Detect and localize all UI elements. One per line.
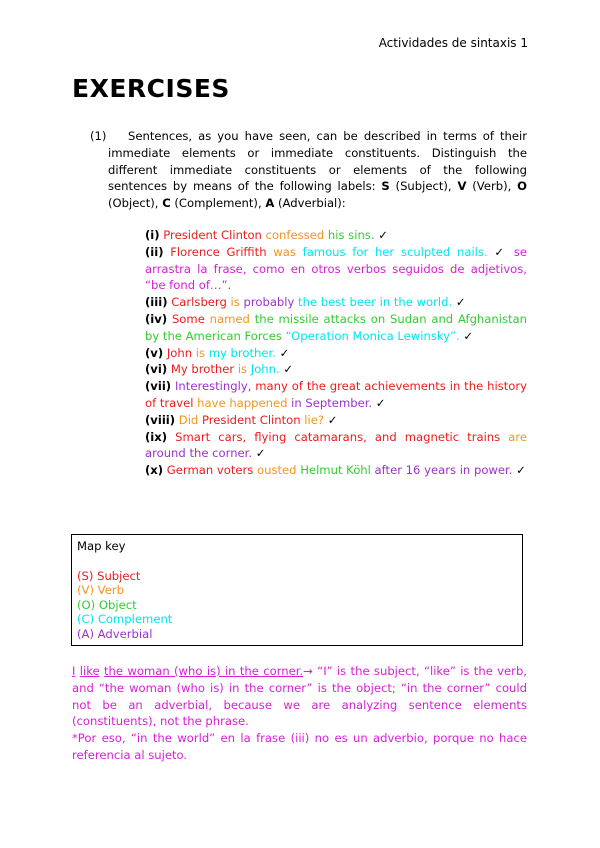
- sentence-adverbial: around the corner.: [145, 446, 253, 461]
- map-key-subject: (S) Subject: [77, 568, 141, 583]
- sentence-item: [145, 227, 527, 244]
- label-a-name: (Adverbial):: [274, 196, 346, 211]
- sentence-verb: is: [192, 345, 206, 360]
- sentence-item: [145, 345, 527, 362]
- sentence-verb: lie?: [300, 412, 325, 427]
- sentence-complement: my brother.: [205, 345, 276, 360]
- map-key-adverbial: (A) Adverbial: [77, 626, 153, 641]
- sentence-verb: confessed: [261, 228, 325, 242]
- sentence-subject: many of the great achievements in the history of travel: [145, 379, 527, 410]
- exercise-instructions: [90, 128, 527, 212]
- arrow-icon: →: [303, 664, 313, 678]
- example-verb: like: [79, 664, 100, 678]
- label-o-name: (Object),: [108, 196, 163, 211]
- label-v-name: (Verb),: [466, 179, 518, 194]
- sentence-subject: President Clinton: [198, 412, 301, 427]
- sentence-adverbial: in September.: [287, 395, 373, 410]
- check-icon: ✓: [279, 362, 294, 377]
- spanish-note: *Por eso, “in the world” en la frase (iii) no es un adverbio, porque no hace referencia al sujeto.: [72, 731, 527, 762]
- sentence-item: [145, 412, 527, 429]
- map-key-box: [71, 534, 523, 646]
- sentence-item: [145, 294, 527, 311]
- label-s-name: (Subject),: [389, 179, 458, 194]
- check-icon: ✓: [487, 244, 508, 259]
- sentence-item: [145, 361, 527, 378]
- explanation-note: [72, 663, 527, 764]
- sentence-adverbial: after 16 years in power.: [370, 463, 513, 478]
- sentence-subject: John: [163, 345, 193, 360]
- check-icon: ✓: [252, 446, 266, 461]
- label-v: V: [457, 179, 467, 194]
- map-key-entries: [77, 569, 517, 642]
- check-icon: ✓: [459, 328, 474, 343]
- page-title: EXERCISES: [72, 74, 230, 103]
- sentence-complement: the best beer in the world.: [294, 295, 453, 310]
- sentence-subject: German voters: [163, 463, 254, 478]
- sentence-subject: Some: [167, 311, 205, 326]
- sentence-number: (iii): [145, 295, 168, 310]
- label-s: S: [381, 179, 390, 194]
- sentence-number: (iv): [145, 311, 168, 326]
- check-icon: ✓: [374, 228, 388, 242]
- sentence-item: [145, 429, 527, 463]
- map-key-title: Map key: [77, 539, 126, 553]
- sentence-verb: have happened: [193, 395, 288, 410]
- check-icon: ✓: [372, 395, 386, 410]
- map-key-verb: (V) Verb: [77, 583, 124, 598]
- sentence-verb: are: [500, 429, 527, 444]
- example-object: the woman (who is) in the corner.: [104, 664, 304, 678]
- sentence-verb: named: [204, 311, 250, 326]
- sentence-object: the missile attacks on Sudan and Afghanistan: [249, 311, 527, 326]
- label-a: A: [265, 196, 275, 211]
- sentence-subject: Florence Griffith: [163, 244, 267, 259]
- sentence-subject: President Clinton: [159, 228, 262, 242]
- sentence-complement: “Operation Monica Lewinsky”.: [281, 328, 460, 343]
- sentence-item: [145, 244, 527, 294]
- sentence-note: se arrastra la frase, como en otros verbos seguidos de adjetivos, “be fond of…”.: [145, 244, 527, 293]
- sentence-number: (vii): [145, 379, 172, 394]
- explanation-paragraph: [72, 663, 527, 730]
- sentence-number: (viii): [145, 412, 176, 427]
- sentence-item: [145, 378, 527, 412]
- sentence-object: his sins.: [324, 228, 375, 242]
- sentence-subject: Smart cars, flying catamarans, and magnetic trains: [167, 429, 501, 444]
- map-key-complement: (C) Complement: [77, 612, 173, 627]
- check-icon: ✓: [452, 295, 466, 310]
- sentence-item: [145, 311, 527, 345]
- sentence-item: [145, 462, 527, 479]
- map-key-object: (O) Object: [77, 597, 137, 612]
- sentence-complement: famous for her sculpted nails.: [295, 244, 488, 259]
- sentence-number: (ix): [145, 429, 168, 444]
- sentence-number: (v): [145, 345, 164, 360]
- instructions-body: Sentences, as you have seen, can be described in terms of their immediate elements or immediate constituents. Distinguish the different immediate constituents or elements of the following sentences by means of the following labels:: [108, 129, 527, 194]
- label-c-name: (Complement),: [170, 196, 266, 211]
- sentence-number: (ii): [145, 244, 164, 259]
- sentence-object: by the American Forces: [145, 328, 282, 343]
- check-icon: ✓: [275, 345, 290, 360]
- sentence-number: (i): [145, 228, 160, 242]
- example-subject: I: [72, 664, 76, 678]
- check-icon: ✓: [512, 463, 526, 478]
- page-header: Actividades de sintaxis 1: [378, 36, 528, 50]
- label-c: C: [162, 196, 171, 211]
- sentence-number: (vi): [145, 362, 168, 377]
- sentence-verb: was: [266, 244, 296, 259]
- sentence-verb: is: [234, 362, 248, 377]
- instructions-text: [108, 128, 527, 212]
- exercise-number: (1): [90, 129, 107, 143]
- check-icon: ✓: [324, 412, 338, 427]
- sentence-adverbial: Interestingly,: [171, 379, 252, 394]
- sentence-complement: John.: [247, 362, 280, 377]
- sentence-subject: Carlsberg: [167, 295, 227, 310]
- sentence-verb: ousted: [253, 463, 297, 478]
- sentence-object: Helmut Köhl: [296, 463, 371, 478]
- sentence-number: (x): [145, 463, 164, 478]
- sentence-subject: My brother: [167, 362, 235, 377]
- sentence-adverbial: probably: [239, 295, 295, 310]
- label-o: O: [517, 179, 527, 194]
- sentence-list: [145, 227, 527, 479]
- sentence-verb: Did: [175, 412, 199, 427]
- explanation-text: “I” is the subject, “like” is the verb, and “the woman (who is) in the corner” is the object; “in the corner” could not be an adverbial, because we are analyzing sentence elements (constituents), not the phrase.: [72, 664, 527, 729]
- sentence-verb: is: [226, 295, 240, 310]
